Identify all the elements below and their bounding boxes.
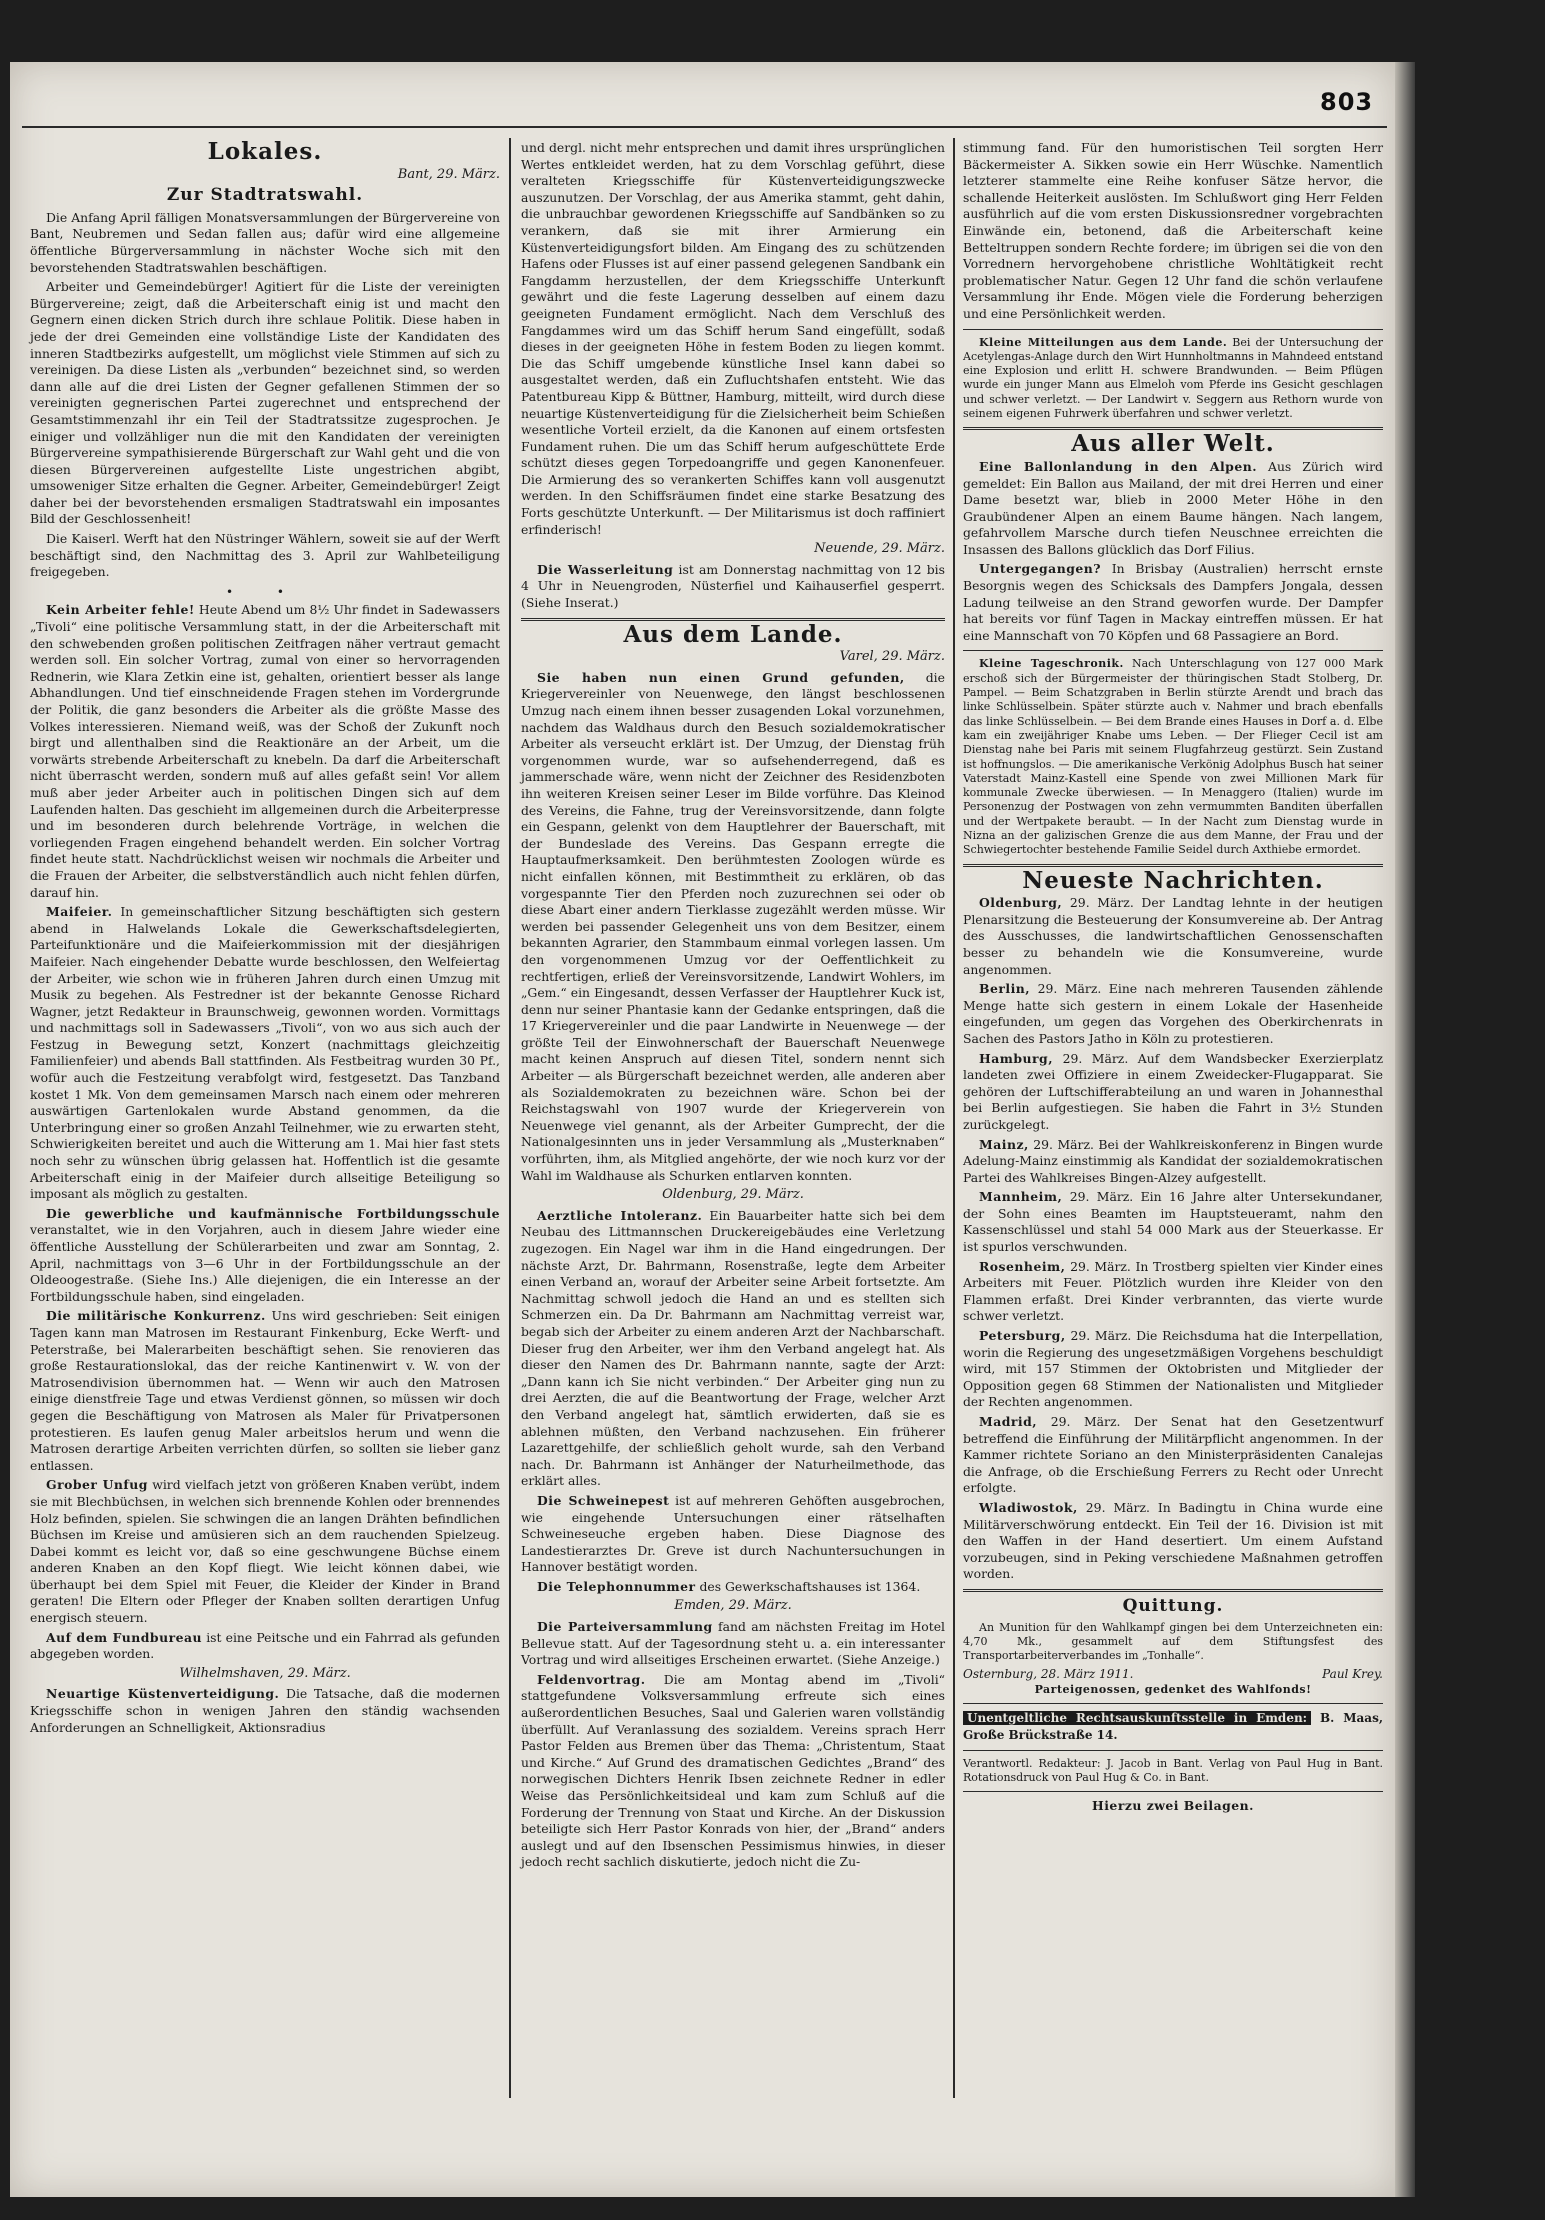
- article-text: 29. März. In Badingtu in China wurde eine Militärverschwörung entdeckt. Ein Teil der 16. Division ist mit den Waffen in der Hand desertiert. Um einem Aufstand vorzubeugen, sind in Peking verschiedene Maßnahmen getroffen worden.: [963, 1499, 1383, 1582]
- article: [30, 1206, 500, 1306]
- article-text: Aus Zürich wird gemeldet: Ein Ballon aus Mailand, der mit drei Herren und einer Dame besetzt war, blieb in 2000 Meter Höhe in den Graubündener Alpen an einem Baume hängen. Nach langem, gefahrvollem Marsche durch tiefen Neuschnee erreichten die Insassen des Ballons glücklich das Dorf Filius.: [963, 458, 1383, 557]
- article: [521, 1493, 945, 1576]
- article: [30, 904, 500, 1203]
- article-keyword: Feldenvortrag.: [537, 1671, 646, 1687]
- column-2: [521, 140, 945, 1874]
- article-text: des Gewerkschaftshauses ist 1364.: [699, 1578, 921, 1594]
- separator-dots: • •: [226, 584, 304, 599]
- dateline: Varel, 29. März.: [839, 649, 945, 665]
- section-rule: [963, 1589, 1383, 1592]
- paragraph: Die Anfang April fälligen Monatsversammlungen der Bürgervereine von Bant, Neubremen und Sedan fallen aus; dafür wird eine allgemeine öffentliche Bürgerversammlung in nächster Woche sich mit den bevorstehenden Stadtratswahlen beschäftigen.: [30, 209, 500, 275]
- article-text: ist eine Peitsche und ein Fahrrad als gefunden abgegeben worden.: [30, 1629, 500, 1662]
- column-1: [30, 140, 500, 1739]
- article-text: In gemeinschaftlicher Sitzung beschäftigten sich gestern abend in Halwelands Lokale die Gewerkschaftsdelegierten, Parteifunktionäre und die Maifeierkommission mit der diesjährigen Maifeier. Nach eingehender Debatte wurde beschlossen, den Welfeiertag der Arbeiter, wie schon wie in früheren Jahren durch einen Umzug mit Musik zu begehen. Als Festredner ist der bekannte Genosse Richard Wagner, jetzt Redakteur in Braunschweig, gewonnen worden. Vormittags und nachmittags soll in Sadewassers „Tivoli“, von wo aus sich auch der Festzug in Bewegung setzt, Konzert (nachmittags gleichzeitig Familienfeier) und abends Ball stattfinden. Als Festbeitrag wurden 30 Pf., wofür auch die Festzeitung verabfolgt wird, festgesetzt. Das Tanzband kostet 1 Mk. Von dem gemeinsamen Marsch nach einem oder mehreren auswärtigen Gartenlokalen wurde Abstand genommen, da die Unterbringung einer so großen Anzahl Teilnehmer, wie zu erwarten steht, Schwierigkeiten bereitet und auch die Witterung am 1. Mai hier fast stets noch sehr zu wünschen übrig gelassen hat. Hoffentlich ist die gesamte Arbeiterschaft einig in der Maifeier durch allseitige Beteiligung so imposant als möglich zu gestalten.: [30, 904, 500, 1202]
- article-text: 29. März. Eine nach mehreren Tausenden zählende Menge hatte sich gestern in einem Lokale der Hasenheide eingefunden, um gegen das Vorgehen des Oberkirchenrats in Sachen des Pastors Jatho in Köln zu protestieren.: [963, 981, 1383, 1046]
- article-keyword: Mannheim,: [979, 1189, 1063, 1205]
- article-keyword: Berlin,: [979, 981, 1031, 997]
- article-text: Die am Montag abend im „Tivoli“ stattgefundene Volksversammlung erfreute sich eines außerordentlichen Besuches, Saal und Galerien waren vollständig überfüllt. Auf Veranlassung des sozialdem. Vereins sprach Herr Pastor Felden aus Bremen über das Thema: „Christentum, Staat und Kirche.“ Auf Grund des dramatischen Gedichtes „Brand“ des norwegischen Dichters Henrik Ibsen zeichnete Redner in edler Weise das Persönlichkeitsideal und kam zum Schluß auf die Forderung der Trennung von Staat und Kirche. An der Diskussion beteiligte sich Herr Pastor Konrads von hier, der „Brand“ anders auslegt und auf den Ibsenschen Pessimismus hinwies, in dieser jedoch recht sachlich diskutierte, jedoch nicht die Zu-: [521, 1671, 945, 1870]
- article-keyword: Petersburg,: [979, 1328, 1066, 1344]
- column-divider: [953, 138, 955, 2098]
- receipt-signature: [963, 1666, 1383, 1683]
- article-keyword: Auf dem Fundbureau: [46, 1629, 203, 1645]
- article: [521, 562, 945, 612]
- page-number: 803: [1320, 88, 1374, 116]
- column-3: [963, 140, 1383, 1815]
- article-keyword: Hamburg,: [979, 1050, 1054, 1066]
- article-keyword: Kleine Mitteilungen aus dem Lande.: [979, 335, 1228, 349]
- receipt-name: Paul Krey.: [1322, 1667, 1383, 1682]
- news-item: [963, 1137, 1383, 1187]
- top-rule: [22, 126, 1387, 128]
- news-item: [963, 1051, 1383, 1134]
- article-keyword: Eine Ballonlandung in den Alpen.: [979, 458, 1258, 474]
- article: [521, 1619, 945, 1669]
- article-text: Bei der Untersuchung der Acetylengas-Anlage durch den Wirt Hunnholtmanns in Mahndeed entstand eine Explosion und erlitt H. schwere Brandwunden. — Beim Pflügen wurde ein junger Mann aus Elmeloh vom Pferde ins Gesicht geschlagen und schwer verletzt. — Der Landwirt v. Seggern aus Rethorn wurde von seinem eigenen Fuhrwerk überfahren und schwer verletzt.: [963, 335, 1384, 421]
- news-item: [963, 981, 1383, 1047]
- article-keyword: Die Wasserleitung: [537, 561, 674, 577]
- news-item: [963, 895, 1383, 978]
- dateline: Neuende, 29. März.: [814, 541, 945, 557]
- article-keyword: Wladiwostok,: [979, 1499, 1078, 1515]
- article-keyword: Untergegangen?: [979, 561, 1102, 577]
- article-keyword: Aerztliche Intoleranz.: [537, 1207, 703, 1223]
- dateline: Oldenburg, 29. März.: [662, 1187, 804, 1203]
- article-keyword: Die Schweinepest: [537, 1492, 670, 1508]
- dateline: Emden, 29. März.: [674, 1598, 792, 1614]
- article: [30, 1308, 500, 1474]
- scan-edge: [1395, 62, 1415, 2197]
- supplement-note: Hierzu zwei Beilagen.: [1092, 1798, 1254, 1814]
- section-title: Neueste Nachrichten.: [1022, 866, 1324, 894]
- rule: [963, 329, 1383, 330]
- news-item: [963, 1328, 1383, 1411]
- article-keyword: Die gewerbliche und kaufmännische Fortbildungsschule: [46, 1205, 500, 1221]
- article-text: 29. März. Der Senat hat den Gesetzentwurf betreffend die Einführung der Militärpflicht angenommen. In der Kammer richtete Soriano an den Ministerpräsidenten Canalejas die Anfrage, ob die Erschießung Ferrers zu Recht oder Unrecht erfolgte.: [963, 1414, 1383, 1496]
- article: [963, 561, 1383, 644]
- article-text: ist am Donnerstag nachmittag von 12 bis 4 Uhr in Neuengroden, Nüsterfiel und Kaihauserfiel gesperrt. (Siehe Inserat.): [521, 561, 945, 611]
- article-text: wird vielfach jetzt von größeren Knaben verübt, indem sie mit Blechbüchsen, in welchen sich brennende Kohlen oder brennendes Holz befinden, spielen. Sie schwingen die an langen Drähten befindlichen Büchsen im Kreise und amüsieren sich an dem rauchenden Spielzeug. Dabei kommt es leicht vor, daß so eine geschwungene Büchse einem anderen Knaben an den Kopf fliegt. Wie leicht können dabei, wie überhaupt bei dem Spiel mit Feuer, die Kleider der Kinder in Brand geraten! Die Eltern oder Pfleger der Knaben sollten derartigen Unfug energisch steuern.: [30, 1477, 500, 1626]
- article-keyword: Die Parteiversammlung: [537, 1619, 713, 1635]
- article-keyword: Mainz,: [979, 1136, 1029, 1152]
- rule: [963, 1703, 1383, 1704]
- article: [521, 1208, 945, 1490]
- article-keyword: Madrid,: [979, 1414, 1038, 1429]
- article: [521, 670, 945, 1184]
- receipt-title: Quittung.: [1122, 1595, 1224, 1616]
- news-item: [963, 1414, 1383, 1497]
- article-text: veranstaltet, wie in den Vorjahren, auch in diesem Jahre wieder eine öffentliche Ausstellung der Schülerarbeiten und zwar am Sonntag, 2. April, nachmittags von 3—6 Uhr in der Fortbildungsschule an der Oldeoogestraße. (Siehe Ins.) Alle diejenigen, die ein Interesse an der Fortbildungsschule haben, sind eingeladen.: [30, 1222, 500, 1304]
- article-text: Die Tatsache, daß die modernen Kriegsschiffe schon in wenigen Jahren den ständig wachsenden Anforderungen an Schnelligkeit, Aktionsradius: [30, 1686, 500, 1735]
- article-text: 29. März. Auf dem Wandsbecker Exerzierplatz landeten zwei Offiziere in einem Zweidecker-Flugapparat. Sie gehören der Luftschifferabteilung an und waren in Johannesthal bei Berlin aufgestiegen. Sie haben die Fahrt in 3½ Stunden zurückgelegt.: [963, 1050, 1383, 1132]
- article-keyword: Maifeier.: [46, 904, 113, 920]
- article: [30, 602, 500, 901]
- article-title: Zur Stadtratswahl.: [166, 185, 364, 206]
- legal-advice-ad: [963, 1710, 1383, 1743]
- paragraph: Die Kaiserl. Werft hat den Nüstringer Wählern, soweit sie auf der Werft beschäftigt sind, den Nachmittag des 3. April zur Wahlbeteiligung freigegeben.: [30, 531, 500, 580]
- article-text: ist auf mehreren Gehöften ausgebrochen, wie eingehende Untersuchungen einer rätselhaften Schweineseuche ergeben haben. Diese Diagnose des Landestierarztes Dr. Greve ist durch Nachuntersuchungen in Hannover bestätigt worden.: [521, 1492, 945, 1575]
- receipt-place: Osternburg, 28. März 1911.: [963, 1667, 1134, 1682]
- article-text: 29. März. Die Reichsduma hat die Interpellation, worin die Regierung des ungesetzmäßigen Vorgehens beschuldigt wird, mit 157 Stimmen der Oktobristen und Mitglieder der Opposition gegen 68 Stimmen der Nationalisten und Mitglieder der Rechten angenommen.: [963, 1328, 1383, 1410]
- receipt-note: Parteigenossen, gedenket des Wahlfonds!: [1034, 1683, 1312, 1697]
- brief-news: [963, 336, 1383, 422]
- article-keyword: Oldenburg,: [979, 895, 1063, 911]
- section-title: Lokales.: [207, 138, 323, 165]
- article: [963, 459, 1383, 559]
- section-title: Aus dem Lande.: [623, 620, 843, 648]
- article-text: Heute Abend um 8½ Uhr findet in Sadewassers „Tivoli“ eine politische Versammlung statt, in der die Arbeiterschaft mit den schwebenden großen politischen Zeitfragen näher vertraut gemacht werden soll. Ein solcher Vortrag, zumal von einer so hervorragenden Rednerin, wie Klara Zetkin eine ist, gehalten, orientiert besser als lange Abhandlungen. Und tief einschneidende Fragen stehen im Vordergrunde der Politik, die ganz besonders die Arbeiter als die größte Masse des Volkes interessieren. Niemand weiß, was der Schoß der Zukunft noch birgt und allenthalben sind die Reaktionäre an der Arbeit, um die vorwärts strebende Arbeiterschaft zu knebeln. Da darf die Arbeiterschaft nicht überrascht werden, sondern muß auf alles gefaßt sein! Vor allem muß aber jeder Arbeiter auch in politischen Dingen sich auf dem Laufenden halten. Das geschieht im allgemeinen durch die Arbeiterpresse und im besonderen durch belehrende Vorträge, in welchen die vorliegenden Fragen eingehend behandelt werden. Ein solcher Vortrag findet heute statt. Nachdrücklichst weisen wir nochmals die Arbeiter und die Frauen der Arbeiter, die selbstverständlich auch nicht fehlen dürfen, darauf hin.: [30, 602, 500, 900]
- article: [521, 1672, 945, 1871]
- rule: [963, 650, 1383, 651]
- article-text: Uns wird geschrieben: Seit einigen Tagen kann man Matrosen im Restaurant Finkenburg, Ecke Werft- und Peterstraße, bei Malerarbeiten beschäftigt sehen. Sie renovieren das große Restaurationslokal, das der reiche Kantinenwirt v. W. von der Matrosendivision übernommen hat. — Wenn wir auch den Matrosen einige dienstfreie Tage und etwas Verdienst gönnen, so müssen wir doch gegen die Beschäftigung von Matrosen als Maler für Privatpersonen protestieren. Es laufen genug Maler arbeitslos herum und wenn die Matrosen derartige Arbeiten verrichten dürfen, so sollten sie lieber ganz entlassen.: [30, 1308, 500, 1473]
- article-keyword: Rosenheim,: [979, 1258, 1066, 1274]
- ad-label: Unentgeltliche Rechtsauskunftsstelle in Emden:: [963, 1711, 1311, 1725]
- paragraph: Arbeiter und Gemeindebürger! Agitiert für die Liste der vereinigten Bürgervereine; zeigt, daß die Arbeiterschaft einig ist und macht den Gegnern einen dicken Strich durch ihre schlaue Politik. Diese haben in jede der drei Gemeinden eine vollständige Liste der Kandidaten des inneren Stadtbezirks aufgestellt, um möglichst viele Stimmen auf sich zu vereinigen. Da diese Listen als „verbunden“ bezeichnet sind, so werden dann alle auf die drei Listen der Gegner gefallenen Stimmen der so vereinigten gegnerischen Partei zugerechnet und entsprechend der Gesamtstimmenzahl ihr ein Teil der Stadtratssitze zugesprochen. Je einiger und vollzähliger nun die mit den Kandidaten der vereinigten Bürgervereine sympathisierende Bürgerschaft zur Wahl geht und die von diesen Bürgervereinen aufgestellte Liste ungestrichen abgibt, umsoweniger Sitze erhalten die Gegner. Arbeiter, Gemeindebürger! Zeigt daher bei der bevorstehenden ersmaligen Stadtratswahl ein imposantes Bild der Geschlossenheit!: [30, 279, 500, 527]
- rule: [963, 1791, 1383, 1792]
- imprint: Verantwortl. Redakteur: J. Jacob in Bant. Verlag von Paul Hug in Bant. Rotationsdruck von Paul Hug & Co. in Bant.: [963, 1756, 1383, 1784]
- article: [30, 1686, 500, 1736]
- article-text: Ein Bauarbeiter hatte sich bei dem Neubau des Littmannschen Druckereigebäudes eine Verletzung zugezogen. Ein Nagel war ihm in die Hand eingedrungen. Der nächste Arzt, Dr. Bahrmann, Rosenstraße, legte dem Arbeiter einen Verband an, worauf der Arbeiter seine Arbeit fortsetzte. Am Nachmittag schwoll jedoch die Hand an und es stellten sich Schmerzen ein. Da Dr. Bahrmann am Nachmittag verreist war, begab sich der Arbeiter zu einem anderen Arzt der Nachbarschaft. Dieser frug den Arbeiter, wer ihm den Verband angelegt hat. Als dieser den Namen des Dr. Bahrmann nannte, sagte der Arzt: „Dann kann ich Sie nicht verbinden.“ Der Arbeiter ging nun zu drei Aerzten, die auf die Beantwortung der Frage, welcher Arzt den Verband angelegt hat, sämtlich erwiderten, daß sie es ablehnen müßten, den Verband nachzusehen. Ein früherer Lazarettgehilfe, der schließlich geholt wurde, sah den Verband nach. Dr. Bahrmann ist Anhänger der Naturheilmethode, das erklärt alles.: [521, 1207, 945, 1489]
- article-text: 29. März. Ein 16 Jahre alter Untersekundaner, der Sohn eines Beamten im Hauptsteueramt, nahm den Kassenschlüssel und stahl 54 000 Mark aus der Steuerkasse. Er ist spurlos verschwunden.: [963, 1189, 1383, 1255]
- article: [521, 1579, 945, 1596]
- ad-text: B. Maas, Große Brückstraße 14.: [963, 1711, 1383, 1742]
- paragraph: stimmung fand. Für den humoristischen Teil sorgten Herr Bäckermeister A. Sikken sowie ein Herr Wüschke. Namentlich letzterer stammelte eine Reihe konfuser Sätze hervor, die schallende Heiterkeit auslösten. Im Schlußwort ging Herr Felden ausführlich auf die vom ersten Diskussionsredner vorgebrachten Einwände ein, betonend, daß die Arbeiterschaft keine Betteltruppen sondern Rechte fordere; im übrigen sei die von den Vorrednern hervorgehobene christliche Wohltätigkeit recht problematischer Natur. Gegen 12 Uhr fand die schön verlaufene Versammlung ihr Ende. Mögen viele die Forderung beherzigen und eine Persönlichkeit werden.: [963, 140, 1383, 321]
- section-title: Aus aller Welt.: [1071, 430, 1275, 458]
- rule: [963, 1750, 1383, 1751]
- article-keyword: Grober Unfug: [46, 1477, 148, 1493]
- article-keyword: Kein Arbeiter fehle!: [46, 602, 195, 618]
- article-keyword: Neuartige Küstenverteidigung.: [46, 1686, 280, 1702]
- article-keyword: Kleine Tageschronik.: [979, 657, 1124, 671]
- article-keyword: Die Telephonnummer: [537, 1578, 696, 1594]
- brief-news: [963, 657, 1383, 857]
- news-item: [963, 1500, 1383, 1583]
- article-keyword: Die militärische Konkurrenz.: [46, 1308, 266, 1324]
- article-text: 29. März. Bei der Wahlkreiskonferenz in Bingen wurde Adelung-Mainz einstimmig als Kandidat der sozialdemokratischen Partei des Wahlkreises Bingen-Alzey aufgestellt.: [963, 1136, 1383, 1185]
- article-text: 29. März. Der Landtag lehnte in der heutigen Plenarsitzung die Besteuerung der Konsumvereine ab. Der Antrag des Ausschusses, die landwirtschaftlichen Genossenschaften besser zu behandeln wie die Konsumvereine, wurde angenommen.: [963, 895, 1383, 977]
- dateline: Bant, 29. März.: [397, 166, 500, 182]
- dateline: Wilhelmshaven, 29. März.: [179, 1665, 351, 1681]
- receipt-text: An Munition für den Wahlkampf gingen bei dem Unterzeichneten ein: 4,70 Mk., gesammelt auf dem Stiftungsfest des Transportarbeiterverbandes im „Tonhalle“.: [963, 1620, 1383, 1663]
- news-item: [963, 1189, 1383, 1255]
- paragraph: und dergl. nicht mehr entsprechen und damit ihres ursprünglichen Wertes entkleidet werden, hat zu dem Vorschlag geführt, diese veralteten Kriegsschiffe für Küstenverteidigungszwecke auszunutzen. Der Vorschlag, der aus Amerika stammt, geht dahin, die unbrauchbar gewordenen Kriegsschiffe auf Sandbänken so zu verankern, daß sie mit ihrer Armierung ein Küstenverteidigungsfort bilden. Am Eingang des zu schützenden Hafens oder Flusses ist auf einer passend gelegenen Sandbank ein Fangdamm herzustellen, der dem Kriegsschiffe Unterkunft gewährt und die feste Lagerung desselben auf einem dazu geeigneten Fundament ermöglicht. Nach dem Verschluß des Fangdammes wird um das Schiff herum Sand eingefüllt, sodaß dieses in der geeigneten Höhe in festem Boden zu liegen kommt. Die das Schiff umgebende künstliche Insel kann dabei so ausgestaltet werden, daß ein Zufluchtshafen entsteht. Wie das Patentbureau Kipp & Büttner, Hamburg, mitteilt, wird durch diese neuartige Küstenverteidigung für die Zielsicherheit beim Schießen wesentliche Vorteil erzielt, da die Kanonen auf einem ortsfesten Fundament ruhen. Die um das Schiff herum aufgeschüttete Erde schützt dieses gegen Torpedoangriffe und gegen Kanonenfeuer. Die Armierung des so verankerten Schiffes kann voll ausgenutzt werden. In den Schiffsräumen findet eine starke Besatzung des Forts geschützte Unterkunft. — Der Militarismus ist doch raffiniert erfinderisch!: [521, 140, 945, 537]
- article-keyword: Sie haben nun einen Grund gefunden,: [537, 669, 905, 685]
- article-text: die Kriegervereinler von Neuenwege, den längst beschlossenen Umzug nach einem ihnen besser zusagenden Lokal vorzunehmen, nachdem das Waldhaus durch den Besuch sozialdemokratischer Arbeiter als verseucht erklärt ist. Der Umzug, der Dienstag früh vorgenommen wurde, war so aufsehenderregend, daß es jammerschade wäre, wenn nicht der Zeichner des Residenzboten ihn weiteren Kreisen seiner Leser im Bilde vorführe. Das Kleinod des Vereins, die Fahne, trug der Vereinsvorsitzende, dann folgte ein Gespann, gelenkt von dem Hauptlehrer der Bauerschaft, mit der Bundeslade des Vereins. Das Gespann erregte die Hauptaufmerksamkeit. Den berühmtesten Zoologen würde es nicht einfallen können, mit Bestimmtheit zu erklären, ob das vorgespannte Tier den Pferden noch zuzurechnen sei oder ob diese Abart einer andern Tierklasse zugezählt werden müsse. Wir werden bei passender Gelegenheit uns von dem Besitzer, einem bekannten Agrarier, den Stammbaum einmal vorlegen lassen. Um den vorgenommenen Umzug vor der Oeffentlichkeit zu rechtfertigen, erließ der Vereinsvorsitzende, Landwirt Wohlers, im „Gem.“ ein Eingesandt, dessen Verfasser der Hauptlehrer Kuck ist, denn nur seiner Phantasie kann der Gedanke entspringen, daß die 17 Kriegervereinler und die paar Landwirte in Neuenwege — der größte Teil der Einwohnerschaft der Bauerschaft Neuenwege macht keinen Anspruch auf diesen Titel, sondern nennt sich Arbeiter — als Bürgerschaft bezeichnet werden, alle anderen aber als Sozialdemokraten zu bezeichnen wäre. Schon bei der Reichstagswahl von 1907 wurde der Kriegerverein von Neuenwege viel genannt, als der Arbeiter Gumprecht, der die Nationalgesinnten uns in jeder Versammlung als „Musterknaben“ vorführten, ihm, als Mitglied angehörte, der wie noch kurz vor der Wahl im Waldhause als Schurken entlarven konnten.: [521, 669, 945, 1183]
- news-item: [963, 1259, 1383, 1325]
- article-text: fand am nächsten Freitag im Hotel Bellevue statt. Auf der Tagesordnung steht u. a. ein interessanter Vortrag und wird allseitiges Erscheinen erwartet. (Siehe Anzeige.): [521, 1619, 945, 1668]
- article-text: 29. März. In Trostberg spielten vier Kinder eines Arbeiters mit Feuer. Plötzlich wurden ihre Kleider von den Flammen erfaßt. Drei Kinder verbrannten, das vierte wurde schwer verletzt.: [963, 1258, 1383, 1324]
- article: [30, 1477, 500, 1626]
- article: [30, 1630, 500, 1663]
- article-text: In Brisbay (Australien) herrscht ernste Besorgnis wegen des Schicksals des Dampfers Jongala, dessen Ladung teilweise an den Strand geworfen wurde. Der Dampfer hat bereits vor fünf Tagen in Mackay eintreffen müssen. Er hat eine Mannschaft von 70 Köpfen und 68 Passagiere an Bord.: [963, 561, 1383, 643]
- article-text: Nach Unterschlagung von 127 000 Mark erschoß sich der Bürgermeister der thüringischen Stadt Stolberg, Dr. Pampel. — Beim Schatzgraben in Berlin stürzte Arendt und brach das linke Schlüsselbein. Später stürzte auch v. Nahmer und brach ebenfalls das linke Schlüsselbein. — Bei dem Brande eines Hauses in Dorf a. d. Elbe kam ein zweijähriger Knabe ums Leben. — Der Flieger Cecil ist am Dienstag nahe bei Paris mit seinem Flugfahrzeug gestürzt. Sein Zustand ist hoffnungslos. — Die amerikanische Verkönig Adolphus Busch hat seiner Vaterstadt Mainz-Kastell eine Spende von zwei Millionen Mark für kommunale Zwecke überwiesen. — In Menaggero (Italien) wurde im Personenzug der Postwagen von zehn vermummten Banditen überfallen und der Wertpakete beraubt. — In der Nacht zum Dienstag wurde in Nizna an der galizischen Grenze die aus dem Manne, der Frau und der Schwiegertochter bestehende Familie Seidel durch Axthiebe ermordet.: [963, 657, 1383, 857]
- column-divider: [509, 138, 511, 2098]
